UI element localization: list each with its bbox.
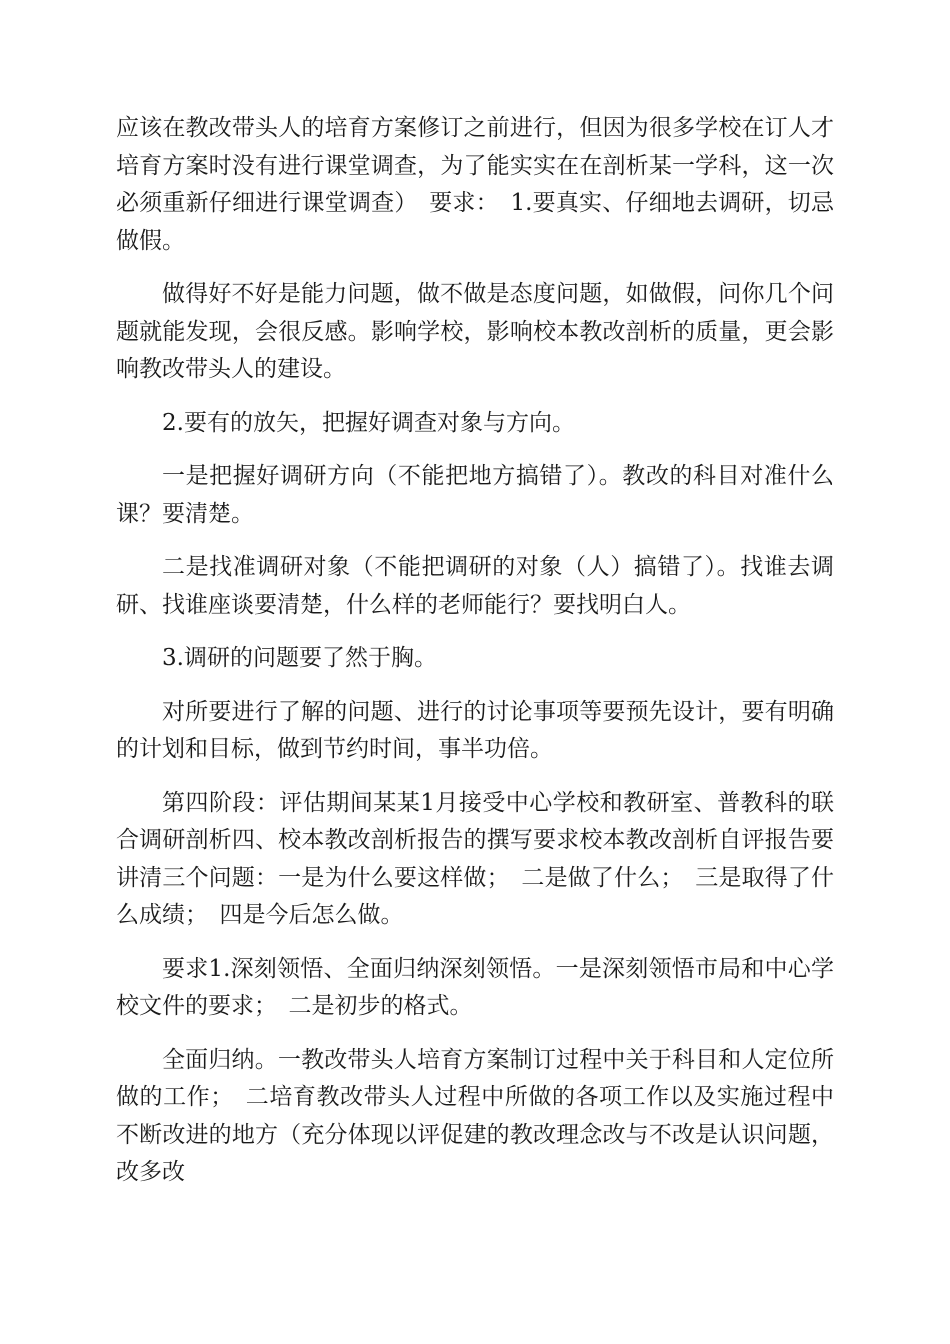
paragraph-2: 做得好不好是能力问题，做不做是态度问题，如做假，问你几个问题就能发现，会很反感。影响学校，影响校本教改剖析的质量，更会影响教改带头人的建设。 [116, 281, 834, 382]
paragraph-8: 第四阶段：评估期间某某1月接受中心学校和教研室、普教科的联合调研剖析四、校本教改剖析报告的撰写要求校本教改剖析自评报告要讲清三个问题：一是为什么要这样做； 二是做了什么； 三是取得了什么成绩； 四是今后怎么做。 [116, 789, 834, 928]
document-body [116, 110, 834, 1208]
paragraph-5: 二是找准调研对象（不能把调研的对象（人）搞错了）。找谁去调研、找谁座谈要清楚，什么样的老师能行？要找明白人。 [116, 554, 834, 618]
paragraph-1: 应该在教改带头人的培育方案修订之前进行，但因为很多学校在订人才培育方案时没有进行课堂调查，为了能实实在在剖析某一学科，这一次必须重新仔细进行课堂调查） 要求： 1.要真实、仔细地去调研，切忌做假。 [116, 115, 834, 254]
paragraph-9: 要求1.深刻领悟、全面归纳深刻领悟。一是深刻领悟市局和中心学校文件的要求； 二是初步的格式。 [116, 955, 834, 1019]
paragraph-6: 3.调研的问题要了然于胸。 [162, 645, 437, 671]
paragraph-4: 一是把握好调研方向（不能把地方搞错了）。教改的科目对准什么课？要清楚。 [116, 463, 834, 527]
paragraph-7: 对所要进行了解的问题、进行的讨论事项等要预先设计，要有明确的计划和目标，做到节约时间，事半功倍。 [116, 698, 834, 762]
paragraph-10: 全面归纳。一教改带头人培育方案制订过程中关于科目和人定位所做的工作； 二培育教改带头人过程中所做的各项工作以及实施过程中不断改进的地方（充分体现以评促建的教改理念改与不改是认识问题，改多改 [116, 1046, 834, 1185]
paragraph-3: 2.要有的放矢，把握好调查对象与方向。 [162, 409, 575, 436]
